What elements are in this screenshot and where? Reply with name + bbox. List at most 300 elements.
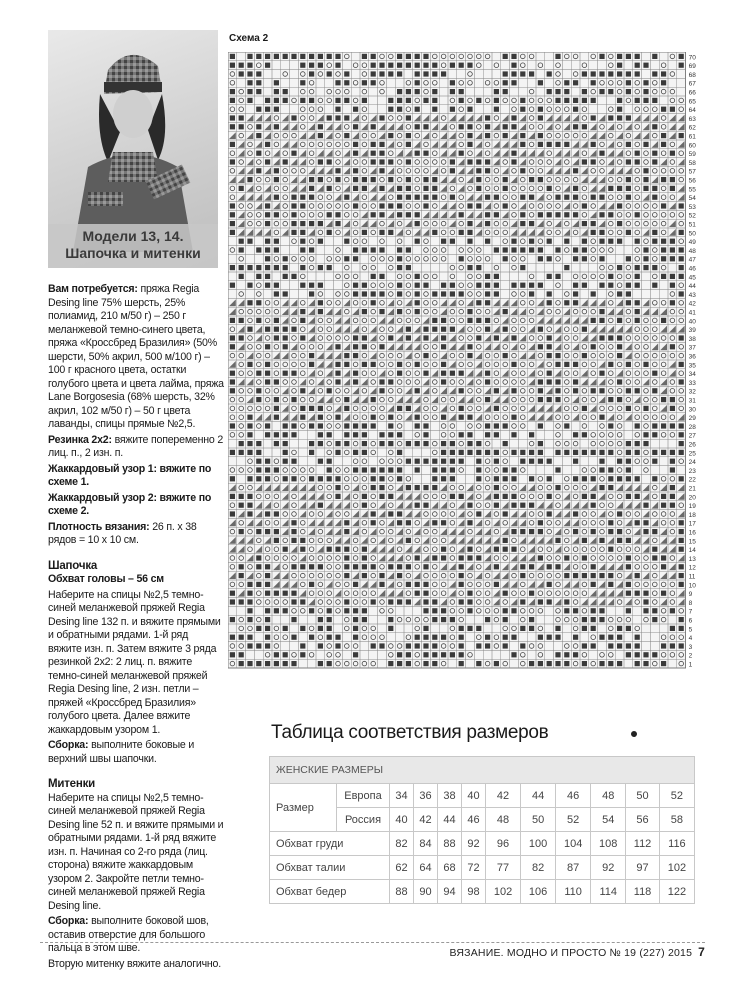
stitch-square-symbol xyxy=(538,256,543,261)
stitch-square-symbol xyxy=(582,283,587,288)
stitch-square-symbol xyxy=(415,362,420,367)
stitch-square-symbol xyxy=(538,133,543,138)
stitch-square-symbol xyxy=(265,142,270,147)
stitch-square-symbol xyxy=(511,476,516,481)
stitch-square-symbol xyxy=(379,485,384,490)
stitch-square-symbol xyxy=(230,159,235,164)
stitch-square-symbol xyxy=(450,107,455,112)
stitch-square-symbol xyxy=(467,159,472,164)
stitch-square-symbol xyxy=(415,151,420,156)
stitch-square-symbol xyxy=(397,71,402,76)
stitch-square-symbol xyxy=(652,71,657,76)
stitch-square-symbol xyxy=(415,195,420,200)
row-number: 49 xyxy=(688,239,696,247)
stitch-square-symbol xyxy=(309,63,314,68)
stitch-square-symbol xyxy=(529,432,534,437)
stitch-square-symbol xyxy=(362,291,367,296)
stitch-square-symbol xyxy=(274,467,279,472)
stitch-square-symbol xyxy=(300,415,305,420)
stitch-square-symbol xyxy=(327,459,332,464)
stitch-square-symbol xyxy=(573,80,578,85)
stitch-square-symbol xyxy=(397,432,402,437)
stitch-square-symbol xyxy=(371,63,376,68)
stitch-square-symbol xyxy=(247,283,252,288)
stitch-square-symbol xyxy=(599,450,604,455)
stitch-square-symbol xyxy=(283,291,288,296)
stitch-square-symbol xyxy=(256,265,261,270)
knitting-chart xyxy=(228,52,710,672)
stitch-square-symbol xyxy=(327,388,332,393)
stitch-square-symbol xyxy=(485,291,490,296)
stitch-square-symbol xyxy=(353,353,358,358)
stitch-square-symbol xyxy=(441,459,446,464)
stitch-square-symbol xyxy=(300,230,305,235)
stitch-square-symbol xyxy=(538,283,543,288)
row-number: 55 xyxy=(688,186,696,194)
stitch-square-symbol xyxy=(599,89,604,94)
stitch-square-symbol xyxy=(353,379,358,384)
stitch-square-symbol xyxy=(432,177,437,182)
stitch-square-symbol xyxy=(599,151,604,156)
stitch-square-symbol xyxy=(670,151,675,156)
stitch-square-symbol xyxy=(529,450,534,455)
row-number: 35 xyxy=(688,362,696,370)
stitch-square-symbol xyxy=(626,177,631,182)
stitch-square-symbol xyxy=(670,423,675,428)
stitch-square-symbol xyxy=(265,54,270,59)
stitch-square-symbol xyxy=(283,256,288,261)
stitch-square-symbol xyxy=(335,485,340,490)
stitch-square-symbol xyxy=(582,327,587,332)
stitch-square-symbol xyxy=(362,186,367,191)
stitch-square-symbol xyxy=(353,186,358,191)
stitch-square-symbol xyxy=(397,195,402,200)
stitch-square-symbol xyxy=(265,256,270,261)
stitch-square-symbol xyxy=(599,318,604,323)
stitch-square-symbol xyxy=(362,230,367,235)
row-number: 51 xyxy=(688,221,696,229)
row-number: 24 xyxy=(688,459,696,467)
stitch-square-symbol xyxy=(467,63,472,68)
stitch-square-symbol xyxy=(467,203,472,208)
stitch-square-symbol xyxy=(353,124,358,129)
stitch-square-symbol xyxy=(617,63,622,68)
jacquard2-text: вяжите по схеме 2. xyxy=(48,491,212,517)
stitch-square-symbol xyxy=(423,485,428,490)
stitch-square-symbol xyxy=(626,406,631,411)
stitch-square-symbol xyxy=(441,71,446,76)
stitch-square-symbol xyxy=(476,168,481,173)
stitch-square-symbol xyxy=(397,283,402,288)
stitch-square-symbol xyxy=(432,89,437,94)
stitch-square-symbol xyxy=(423,177,428,182)
stitch-square-symbol xyxy=(309,98,314,103)
stitch-square-symbol xyxy=(397,467,402,472)
stitch-square-symbol xyxy=(459,256,464,261)
stitch-square-symbol xyxy=(617,476,622,481)
density-text: 26 п. х 38 рядов = 10 х 10 см. xyxy=(48,520,197,546)
stitch-square-symbol xyxy=(617,98,622,103)
stitch-square-symbol xyxy=(379,115,384,120)
stitch-square-symbol xyxy=(485,300,490,305)
stitch-square-symbol xyxy=(274,195,279,200)
stitch-square-symbol xyxy=(362,335,367,340)
stitch-square-symbol xyxy=(256,459,261,464)
stitch-square-symbol xyxy=(599,239,604,244)
stitch-square-symbol xyxy=(335,80,340,85)
stitch-square-symbol xyxy=(256,300,261,305)
stitch-square-symbol xyxy=(423,63,428,68)
stitch-square-symbol xyxy=(318,239,323,244)
stitch-square-symbol xyxy=(608,450,613,455)
stitch-square-symbol xyxy=(661,203,666,208)
stitch-square-symbol xyxy=(635,63,640,68)
stitch-square-symbol xyxy=(300,318,305,323)
stitch-square-symbol xyxy=(283,344,288,349)
stitch-square-symbol xyxy=(573,124,578,129)
stitch-square-symbol xyxy=(397,476,402,481)
stitch-square-symbol xyxy=(300,63,305,68)
stitch-square-symbol xyxy=(652,195,657,200)
stitch-square-symbol xyxy=(643,63,648,68)
stitch-square-symbol xyxy=(256,151,261,156)
stitch-square-symbol xyxy=(415,274,420,279)
stitch-square-symbol xyxy=(379,274,384,279)
stitch-square-symbol xyxy=(423,335,428,340)
stitch-square-symbol xyxy=(679,63,684,68)
stitch-square-symbol xyxy=(265,159,270,164)
stitch-square-symbol xyxy=(274,283,279,288)
stitch-square-symbol xyxy=(362,423,367,428)
stitch-square-symbol xyxy=(371,467,376,472)
stitch-square-symbol xyxy=(388,177,393,182)
stitch-square-symbol xyxy=(423,327,428,332)
stitch-square-symbol xyxy=(256,397,261,402)
stitch-square-symbol xyxy=(415,71,420,76)
stitch-square-symbol xyxy=(441,467,446,472)
stitch-square-symbol xyxy=(318,432,323,437)
stitch-square-symbol xyxy=(441,239,446,244)
stitch-square-symbol xyxy=(511,362,516,367)
stitch-square-symbol xyxy=(247,63,252,68)
stitch-square-symbol xyxy=(230,371,235,376)
stitch-square-symbol xyxy=(599,459,604,464)
stitch-square-symbol xyxy=(617,239,622,244)
stitch-square-symbol xyxy=(371,151,376,156)
stitch-square-symbol xyxy=(485,133,490,138)
stitch-square-symbol xyxy=(344,133,349,138)
stitch-square-symbol xyxy=(256,388,261,393)
stitch-square-symbol xyxy=(397,450,402,455)
stitch-square-symbol xyxy=(274,415,279,420)
stitch-square-symbol xyxy=(520,168,525,173)
stitch-square-symbol xyxy=(415,485,420,490)
stitch-square-symbol xyxy=(485,212,490,217)
stitch-square-symbol xyxy=(415,212,420,217)
stitch-square-symbol xyxy=(388,415,393,420)
stitch-square-symbol xyxy=(353,467,358,472)
stitch-square-symbol xyxy=(582,247,587,252)
stitch-square-symbol xyxy=(256,467,261,472)
stitch-square-symbol xyxy=(503,124,508,129)
stitch-square-symbol xyxy=(309,476,314,481)
stitch-square-symbol xyxy=(450,195,455,200)
model-illustration xyxy=(58,42,208,252)
stitch-square-symbol xyxy=(564,142,569,147)
stitch-square-symbol xyxy=(344,195,349,200)
stitch-square-symbol xyxy=(573,476,578,481)
stitch-square-symbol xyxy=(652,239,657,244)
stitch-square-symbol xyxy=(520,283,525,288)
stitch-square-symbol xyxy=(467,415,472,420)
stitch-square-symbol xyxy=(643,89,648,94)
stitch-square-symbol xyxy=(459,406,464,411)
stitch-square-symbol xyxy=(485,450,490,455)
stitch-square-symbol xyxy=(538,107,543,112)
stitch-square-symbol xyxy=(318,300,323,305)
stitch-square-symbol xyxy=(459,459,464,464)
row-number: 40 xyxy=(688,318,696,326)
stitch-square-symbol xyxy=(608,89,613,94)
stitch-square-symbol xyxy=(485,221,490,226)
row-number: 53 xyxy=(688,203,696,211)
stitch-square-symbol xyxy=(291,274,296,279)
stitch-square-symbol xyxy=(503,177,508,182)
stitch-square-symbol xyxy=(511,124,516,129)
stitch-square-symbol xyxy=(283,89,288,94)
stitch-square-symbol xyxy=(608,239,613,244)
stitch-square-symbol xyxy=(459,432,464,437)
stitch-square-symbol xyxy=(652,283,657,288)
stitch-square-symbol xyxy=(318,124,323,129)
stitch-square-symbol xyxy=(362,450,367,455)
stitch-square-symbol xyxy=(467,432,472,437)
stitch-square-symbol xyxy=(353,283,358,288)
stitch-square-symbol xyxy=(300,80,305,85)
stitch-square-symbol xyxy=(406,177,411,182)
row-number: 34 xyxy=(688,371,696,379)
stitch-square-symbol xyxy=(415,89,420,94)
row-number: 44 xyxy=(688,283,696,291)
stitch-square-symbol xyxy=(327,265,332,270)
stitch-square-symbol xyxy=(635,423,640,428)
stitch-square-symbol xyxy=(635,54,640,59)
stitch-square-symbol xyxy=(511,159,516,164)
stitch-square-symbol xyxy=(406,406,411,411)
stitch-square-symbol xyxy=(538,115,543,120)
stitch-square-symbol xyxy=(670,177,675,182)
stitch-square-symbol xyxy=(511,54,516,59)
stitch-square-symbol xyxy=(397,203,402,208)
stitch-square-symbol xyxy=(379,159,384,164)
stitch-square-symbol xyxy=(485,318,490,323)
stitch-square-symbol xyxy=(547,274,552,279)
stitch-square-symbol xyxy=(626,159,631,164)
stitch-square-symbol xyxy=(652,124,657,129)
stitch-square-symbol xyxy=(239,318,244,323)
stitch-square-symbol xyxy=(432,459,437,464)
stitch-square-symbol xyxy=(573,186,578,191)
stitch-square-symbol xyxy=(555,89,560,94)
stitch-square-symbol xyxy=(608,335,613,340)
stitch-square-symbol xyxy=(555,450,560,455)
stitch-square-symbol xyxy=(230,318,235,323)
stitch-square-symbol xyxy=(520,459,525,464)
stitch-square-symbol xyxy=(661,318,666,323)
stitch-square-symbol xyxy=(406,54,411,59)
stitch-square-symbol xyxy=(283,265,288,270)
stitch-square-symbol xyxy=(230,54,235,59)
stitch-square-symbol xyxy=(247,239,252,244)
stitch-square-symbol xyxy=(397,291,402,296)
hat-size xyxy=(48,573,224,587)
stitch-square-symbol xyxy=(459,63,464,68)
stitch-square-symbol xyxy=(494,423,499,428)
stitch-square-symbol xyxy=(679,265,684,270)
stitch-square-symbol xyxy=(679,256,684,261)
stitch-square-symbol xyxy=(626,300,631,305)
stitch-square-symbol xyxy=(256,89,261,94)
stitch-square-symbol xyxy=(397,309,402,314)
stitch-square-symbol xyxy=(274,89,279,94)
stitch-square-symbol xyxy=(617,265,622,270)
stitch-square-symbol xyxy=(476,459,481,464)
stitch-square-symbol xyxy=(582,98,587,103)
stitch-square-symbol xyxy=(617,71,622,76)
stitch-square-symbol xyxy=(679,441,684,446)
stitch-square-symbol xyxy=(652,476,657,481)
stitch-square-symbol xyxy=(291,397,296,402)
stitch-square-symbol xyxy=(256,54,261,59)
stitch-square-symbol xyxy=(485,379,490,384)
stitch-square-symbol xyxy=(503,476,508,481)
stitch-square-symbol xyxy=(652,186,657,191)
stitch-square-symbol xyxy=(283,432,288,437)
stitch-square-symbol xyxy=(230,203,235,208)
stitch-square-symbol xyxy=(230,221,235,226)
stitch-square-symbol xyxy=(283,98,288,103)
stitch-square-symbol xyxy=(230,335,235,340)
stitch-square-symbol xyxy=(538,388,543,393)
stitch-square-symbol xyxy=(274,265,279,270)
stitch-square-symbol xyxy=(617,203,622,208)
stitch-square-symbol xyxy=(591,159,596,164)
stitch-square-symbol xyxy=(529,71,534,76)
photo-caption xyxy=(48,224,218,268)
stitch-square-symbol xyxy=(291,195,296,200)
stitch-square-symbol xyxy=(415,63,420,68)
stitch-square-symbol xyxy=(529,291,534,296)
stitch-square-symbol xyxy=(274,239,279,244)
stitch-square-symbol xyxy=(547,71,552,76)
stitch-square-symbol xyxy=(371,476,376,481)
stitch-square-symbol xyxy=(555,362,560,367)
stitch-square-symbol xyxy=(441,283,446,288)
stitch-square-symbol xyxy=(388,71,393,76)
row-number: 62 xyxy=(688,124,696,132)
stitch-square-symbol xyxy=(617,291,622,296)
stitch-square-symbol xyxy=(670,247,675,252)
stitch-square-symbol xyxy=(283,441,288,446)
stitch-square-symbol xyxy=(379,432,384,437)
stitch-square-symbol xyxy=(353,177,358,182)
stitch-square-symbol xyxy=(327,71,332,76)
stitch-square-symbol xyxy=(485,274,490,279)
materials-text: пряжа Regia Desing line 75% шерсть, 25% полиамид, 210 м/50 г) – 250 г меланжевой темно-синего цвета, пряжа «Кроссбред Бразилия» (50% шерсти, 50% акрил, 500 м/100 г) – 100 г красного цвета, остатки голубого цвета и цвета лайма, пряжа Lane Borgosesia (68% шерсть, 32% акрил, 102 м/50 г) – 50 г цвета лаванды, спицы прямые №2,5. xyxy=(48,283,224,430)
stitch-square-symbol xyxy=(415,467,420,472)
row-number: 22 xyxy=(688,476,696,484)
stitch-square-symbol xyxy=(256,476,261,481)
model-photo xyxy=(48,30,218,268)
stitch-square-symbol xyxy=(397,406,402,411)
stitch-square-symbol xyxy=(397,247,402,252)
stitch-square-symbol xyxy=(353,371,358,376)
stitch-square-symbol xyxy=(670,186,675,191)
stitch-square-symbol xyxy=(582,124,587,129)
stitch-square-symbol xyxy=(318,177,323,182)
stitch-square-symbol xyxy=(573,459,578,464)
stitch-square-symbol xyxy=(335,168,340,173)
stitch-square-symbol xyxy=(327,230,332,235)
row-number: 46 xyxy=(688,265,696,273)
stitch-square-symbol xyxy=(239,265,244,270)
stitch-square-symbol xyxy=(450,168,455,173)
stitch-square-symbol xyxy=(415,441,420,446)
stitch-square-symbol xyxy=(239,335,244,340)
stitch-square-symbol xyxy=(591,318,596,323)
stitch-square-symbol xyxy=(617,318,622,323)
stitch-square-symbol xyxy=(423,98,428,103)
stitch-square-symbol xyxy=(344,256,349,261)
stitch-square-symbol xyxy=(309,71,314,76)
stitch-square-symbol xyxy=(635,441,640,446)
stitch-square-symbol xyxy=(503,247,508,252)
stitch-square-symbol xyxy=(371,485,376,490)
stitch-square-symbol xyxy=(388,159,393,164)
stitch-square-symbol xyxy=(555,353,560,358)
mittens-assembly-text: выполните боковой шов, оставив отверстие для большого пальца в этом шве. xyxy=(48,915,209,954)
density-paragraph xyxy=(48,521,224,548)
stitch-square-symbol xyxy=(582,159,587,164)
stitch-square-symbol xyxy=(511,151,516,156)
stitch-square-symbol xyxy=(415,309,420,314)
stitch-square-symbol xyxy=(643,168,648,173)
stitch-square-symbol xyxy=(247,362,252,367)
stitch-square-symbol xyxy=(485,327,490,332)
stitch-square-symbol xyxy=(344,423,349,428)
stitch-square-symbol xyxy=(467,265,472,270)
stitch-square-symbol xyxy=(511,239,516,244)
stitch-square-symbol xyxy=(635,318,640,323)
stitch-square-symbol xyxy=(256,168,261,173)
stitch-square-symbol xyxy=(256,133,261,138)
stitch-square-symbol xyxy=(256,450,261,455)
stitch-square-symbol xyxy=(555,247,560,252)
stitch-square-symbol xyxy=(415,291,420,296)
stitch-square-symbol xyxy=(353,432,358,437)
stitch-square-symbol xyxy=(327,212,332,217)
stitch-square-symbol xyxy=(538,212,543,217)
stitch-square-symbol xyxy=(599,256,604,261)
stitch-square-symbol xyxy=(379,230,384,235)
stitch-square-symbol xyxy=(362,441,367,446)
stitch-square-symbol xyxy=(459,212,464,217)
stitch-square-symbol xyxy=(547,335,552,340)
stitch-square-symbol xyxy=(274,406,279,411)
stitch-square-symbol xyxy=(670,467,675,472)
row-number: 63 xyxy=(688,115,696,123)
stitch-square-symbol xyxy=(230,142,235,147)
